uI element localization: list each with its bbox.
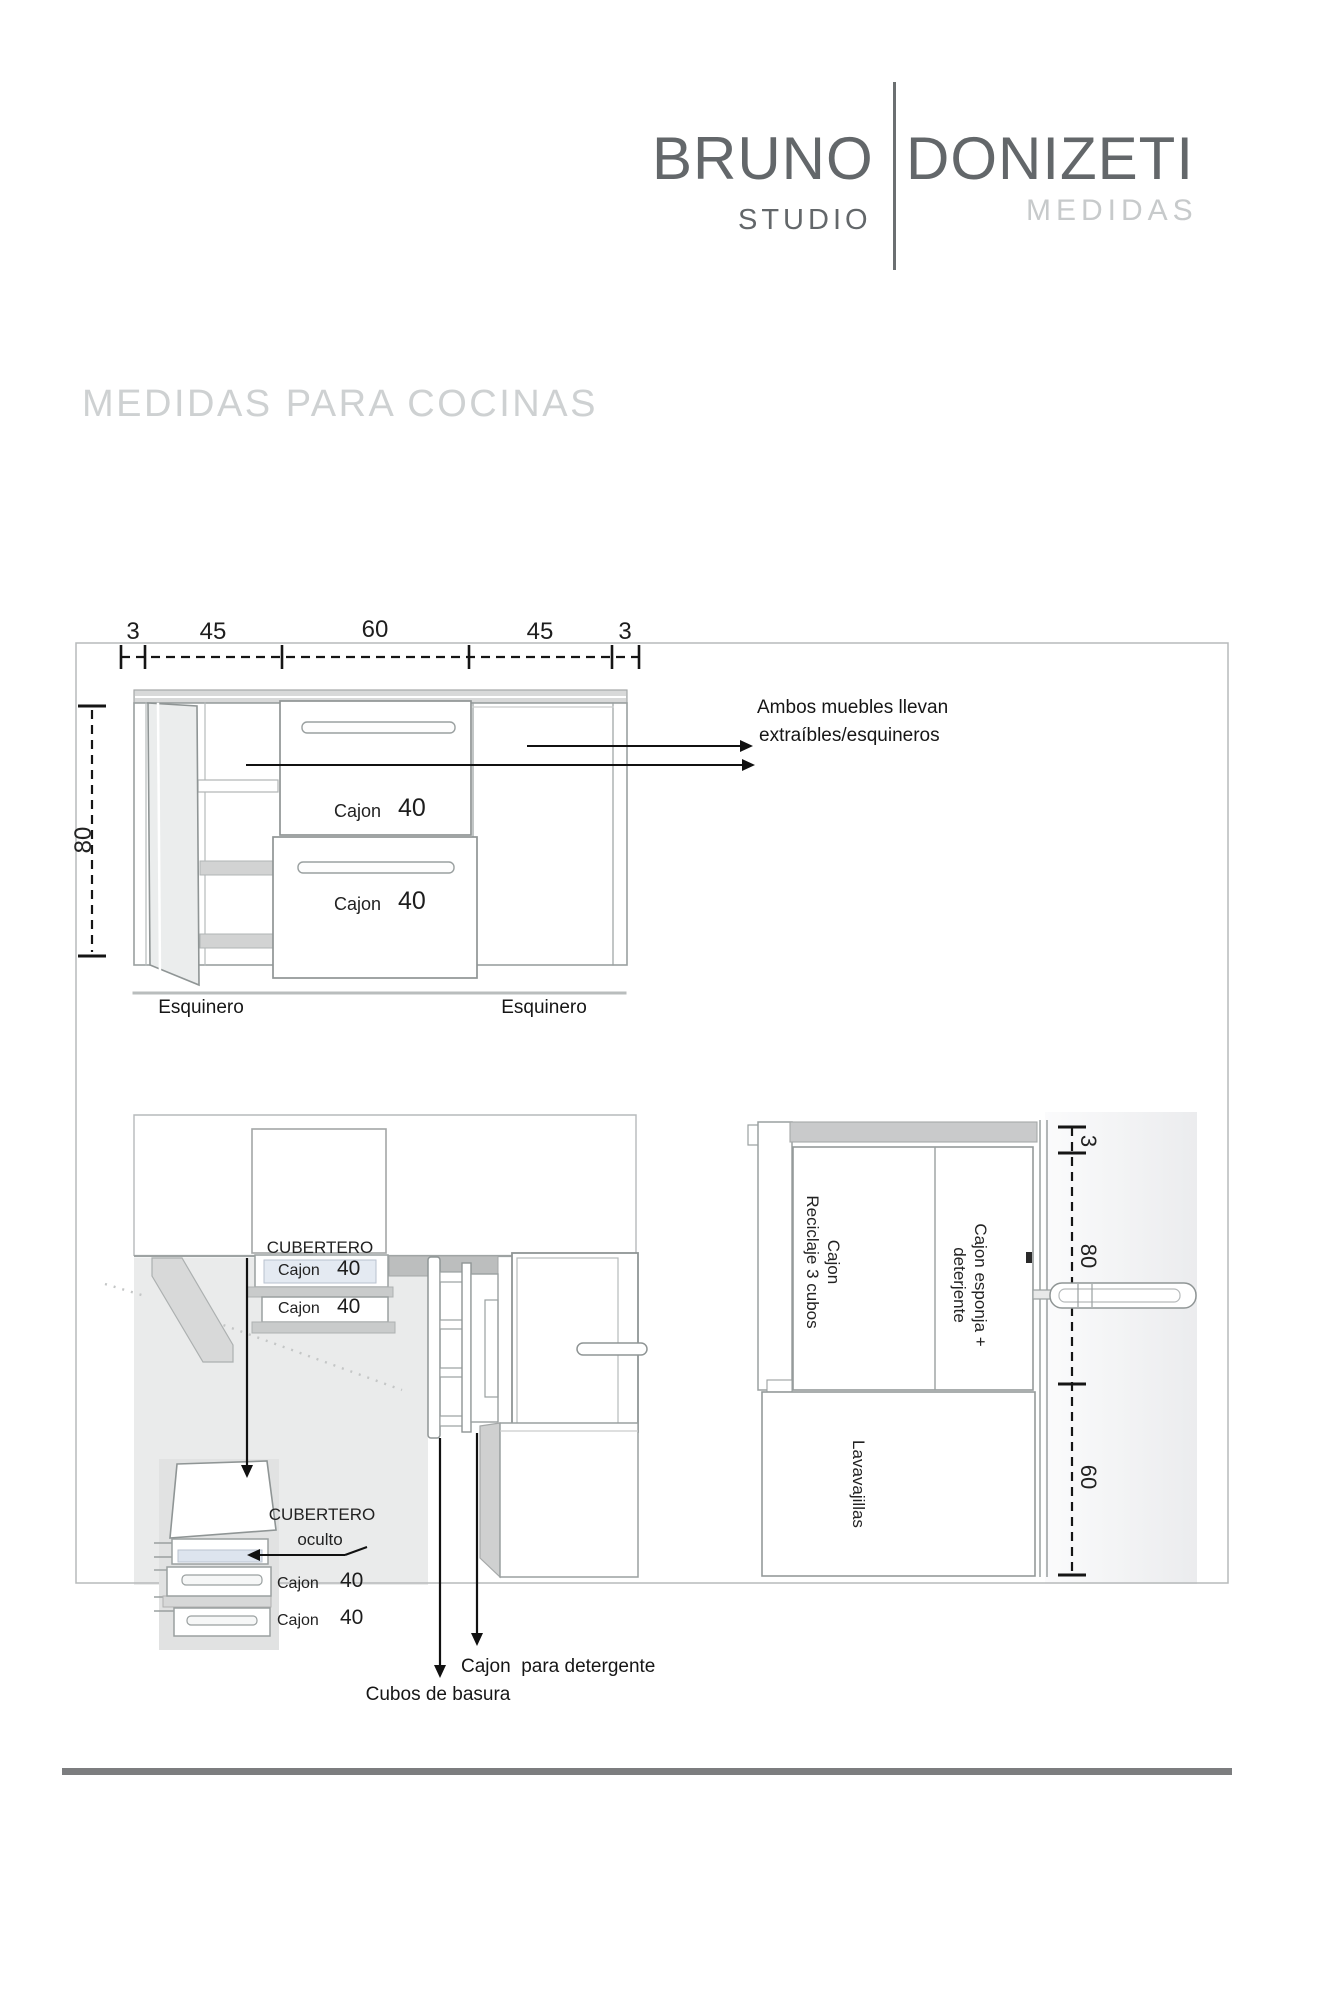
hidden-cutlery-line-2: oculto — [297, 1530, 343, 1549]
dim-3-right: 3 — [618, 618, 632, 645]
note-line-2: extraíbles/esquineros — [759, 725, 940, 746]
corner-label-right: Esquinero — [501, 997, 587, 1018]
brand-sub-left: STUDIO — [738, 204, 872, 236]
drawer-size-1: 40 — [398, 794, 426, 822]
footer-divider-bar — [62, 1768, 1232, 1775]
dishwasher-label: Lavavajillas — [849, 1440, 868, 1528]
brand-name-left: BRUNO — [652, 125, 874, 192]
detergent-label: Cajon para detergente — [461, 1656, 656, 1677]
drawer-label-1: Cajon — [334, 801, 382, 821]
cutlery-label: CUBERTERO — [266, 1238, 374, 1257]
recycle-drawer-label: Cajon Reciclaje 3 cubos — [803, 1195, 843, 1329]
brand-sub-right: MEDIDAS — [1026, 194, 1198, 227]
rdim-80: 80 — [1076, 1243, 1101, 1269]
drawer-label-2: Cajon — [334, 894, 382, 914]
rdim-60: 60 — [1076, 1464, 1101, 1490]
low-drawer-label-1: Cajon — [277, 1575, 319, 1592]
sponge-drawer-label: Cajon esponja + deterjente — [950, 1223, 990, 1347]
drawer-size-2: 40 — [398, 887, 426, 915]
dim-60: 60 — [361, 616, 389, 643]
low-drawer-label-2: Cajon — [277, 1612, 319, 1629]
dim-45-left: 45 — [199, 618, 227, 645]
brand-name-right: DONIZETI — [906, 125, 1194, 192]
dim-3-left: 3 — [126, 618, 140, 645]
bins-label: Cubos de basura — [365, 1684, 511, 1705]
low-drawer-size-2: 40 — [340, 1606, 364, 1629]
mid-drawer-size-2: 40 — [337, 1295, 361, 1318]
mid-drawer-label-1: Cajon — [278, 1262, 320, 1279]
rdim-3: 3 — [1076, 1134, 1101, 1148]
mid-drawer-label-2: Cajon — [278, 1300, 320, 1317]
note-line-1: Ambos muebles llevan — [757, 697, 949, 718]
low-drawer-size-1: 40 — [340, 1569, 364, 1592]
hidden-cutlery-line-1: CUBERTERO — [268, 1505, 376, 1524]
corner-label-left: Esquinero — [158, 997, 244, 1018]
page-title: MEDIDAS PARA COCINAS — [82, 383, 598, 425]
dim-80-vertical: 80 — [70, 826, 97, 854]
mid-drawer-size-1: 40 — [337, 1257, 361, 1280]
dim-45-right: 45 — [526, 618, 554, 645]
